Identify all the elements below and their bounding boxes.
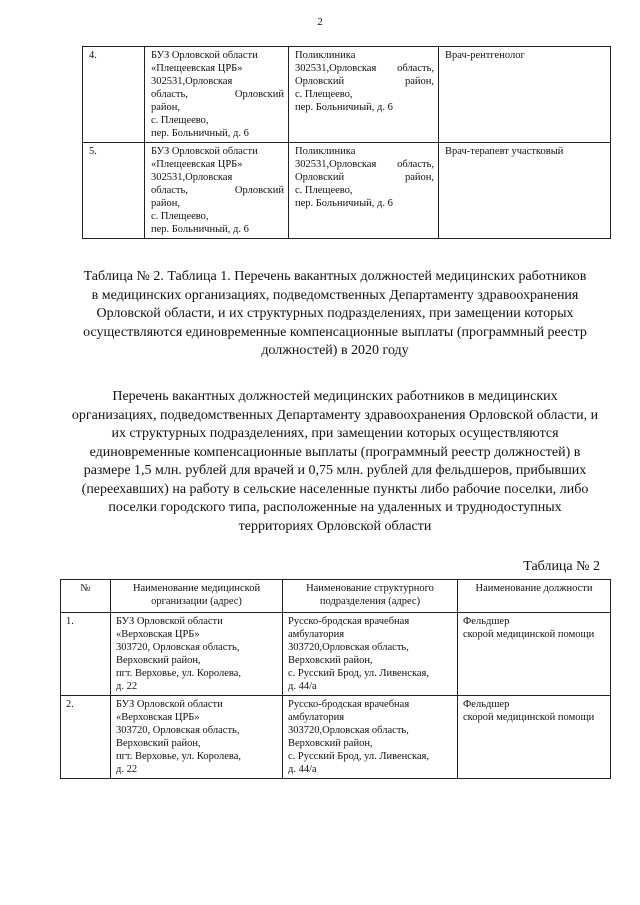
dept-cell: [289, 143, 439, 239]
dept-line: с. Русский Брод, ул. Ливенская,: [288, 668, 430, 679]
dept-line: Русско-бродская врачебная: [288, 699, 410, 710]
dept-line: пер. Больничный, д. 6: [295, 102, 393, 113]
table-row: [61, 613, 611, 696]
table-row: [83, 143, 611, 239]
dept-line: пер. Больничный, д. 6: [295, 198, 393, 209]
org-line: БУЗ Орловской области: [151, 50, 258, 61]
table-1-title: Таблица № 2. Таблица 1. Перечень вакантных должностей медицинских работников в медицинских организациях, подведомственных Департаменту здравоохранения Орловской области, и их структурных подразделениях, при замещении которых осуществляются единовременные компенсационные выплаты (программный реестр должностей) в 2020 году: [83, 269, 587, 358]
org-line: район,: [151, 102, 181, 113]
org-line: с. Плещеево,: [151, 211, 209, 222]
position-cell: [458, 696, 611, 779]
position-cell: Врач-терапевт участковый: [439, 143, 611, 239]
org-line: «Плещеевская ЦРБ»: [151, 159, 243, 170]
top-table: [82, 46, 611, 239]
org-line: «Верховская ЦРБ»: [116, 712, 200, 723]
list-title: Перечень вакантных должностей медицинских работников в медицинских организациях, подведомственных Департаменту здравоохранения Орловской области, и их структурных подразделениях, при замещении которых осуществляются единовременные компенсационные выплаты (программный реестр должностей) в размере 1,5 млн. рублей для врачей и 0,75 млн. рублей для фельдшеров, прибывших (переехавших) на работу в сельские населенные пункты либо рабочие поселки, либо поселки городского типа, расположенные на удаленных и труднодоступных территориях Орловской области: [71, 389, 599, 534]
org-line: с. Плещеево,: [151, 115, 209, 126]
page-number: 2: [317, 16, 323, 28]
bottom-table: [60, 579, 611, 779]
org-line: 303720, Орловская область,: [116, 642, 240, 653]
table-label: Таблица № 2: [523, 559, 600, 574]
dept-line: д. 44/а: [288, 764, 317, 775]
dept-cell: [289, 47, 439, 143]
position-cell: Врач-рентгенолог: [439, 47, 611, 143]
org-line: БУЗ Орловской области: [151, 146, 258, 157]
position-line: Фельдшер: [463, 616, 510, 627]
dept-line: Верховский район,: [288, 738, 373, 749]
org-line: пер. Больничный, д. 6: [151, 128, 249, 139]
dept-cell: [283, 613, 458, 696]
org-line: область, Орловский: [151, 89, 284, 100]
header-row: [61, 580, 611, 613]
dept-line: 303720,Орловская область,: [288, 725, 409, 736]
org-line: пер. Больничный, д. 6: [151, 224, 249, 235]
dept-line: 303720,Орловская область,: [288, 642, 409, 653]
dept-line: Орловский район,: [295, 172, 434, 183]
dept-line: с. Плещеево,: [295, 89, 353, 100]
header-position: Наименование должности: [458, 580, 611, 613]
dept-line: амбулатория: [288, 712, 345, 723]
dept-line: Поликлиника: [295, 50, 356, 61]
org-line: БУЗ Орловской области: [116, 699, 223, 710]
org-line: пгт. Верховье, ул. Королева,: [116, 668, 242, 679]
dept-cell: [283, 696, 458, 779]
org-cell: [145, 143, 289, 239]
header-dept: Наименование структурного подразделения (адрес): [283, 580, 458, 613]
dept-line: с. Плещеево,: [295, 185, 353, 196]
dept-line: д. 44/а: [288, 681, 317, 692]
header-org: Наименование медицинской организации (адрес): [111, 580, 283, 613]
table-row: [61, 696, 611, 779]
table-row: [83, 47, 611, 143]
dept-line: Орловский район,: [295, 76, 434, 87]
row-number: 5.: [83, 143, 145, 239]
position-cell: [458, 613, 611, 696]
org-line: «Верховская ЦРБ»: [116, 629, 200, 640]
dept-line: Поликлиника: [295, 146, 356, 157]
dept-line: 302531,Орловская область,: [295, 63, 434, 74]
org-line: район,: [151, 198, 181, 209]
position-line: скорой медицинской помощи: [463, 712, 595, 723]
org-line: «Плещеевская ЦРБ»: [151, 63, 243, 74]
org-line: пгт. Верховье, ул. Королева,: [116, 751, 242, 762]
row-number: 1.: [61, 613, 111, 696]
org-line: д. 22: [116, 764, 138, 775]
org-cell: [111, 696, 283, 779]
row-number: 2.: [61, 696, 111, 779]
dept-line: Русско-бродская врачебная: [288, 616, 410, 627]
position-line: Фельдшер: [463, 699, 510, 710]
dept-line: с. Русский Брод, ул. Ливенская,: [288, 751, 430, 762]
dept-line: Верховский район,: [288, 655, 373, 666]
dept-line: 302531,Орловская область,: [295, 159, 434, 170]
header-num: №: [61, 580, 111, 613]
dept-line: амбулатория: [288, 629, 345, 640]
org-line: область, Орловский: [151, 185, 284, 196]
row-number: 4.: [83, 47, 145, 143]
org-line: Верховский район,: [116, 655, 201, 666]
org-line: 303720, Орловская область,: [116, 725, 240, 736]
position-line: скорой медицинской помощи: [463, 629, 595, 640]
org-line: д. 22: [116, 681, 138, 692]
org-line: Верховский район,: [116, 738, 201, 749]
org-cell: [111, 613, 283, 696]
org-line: 302531,Орловская: [151, 172, 233, 183]
org-line: БУЗ Орловской области: [116, 616, 223, 627]
org-line: 302531,Орловская: [151, 76, 233, 87]
org-cell: [145, 47, 289, 143]
